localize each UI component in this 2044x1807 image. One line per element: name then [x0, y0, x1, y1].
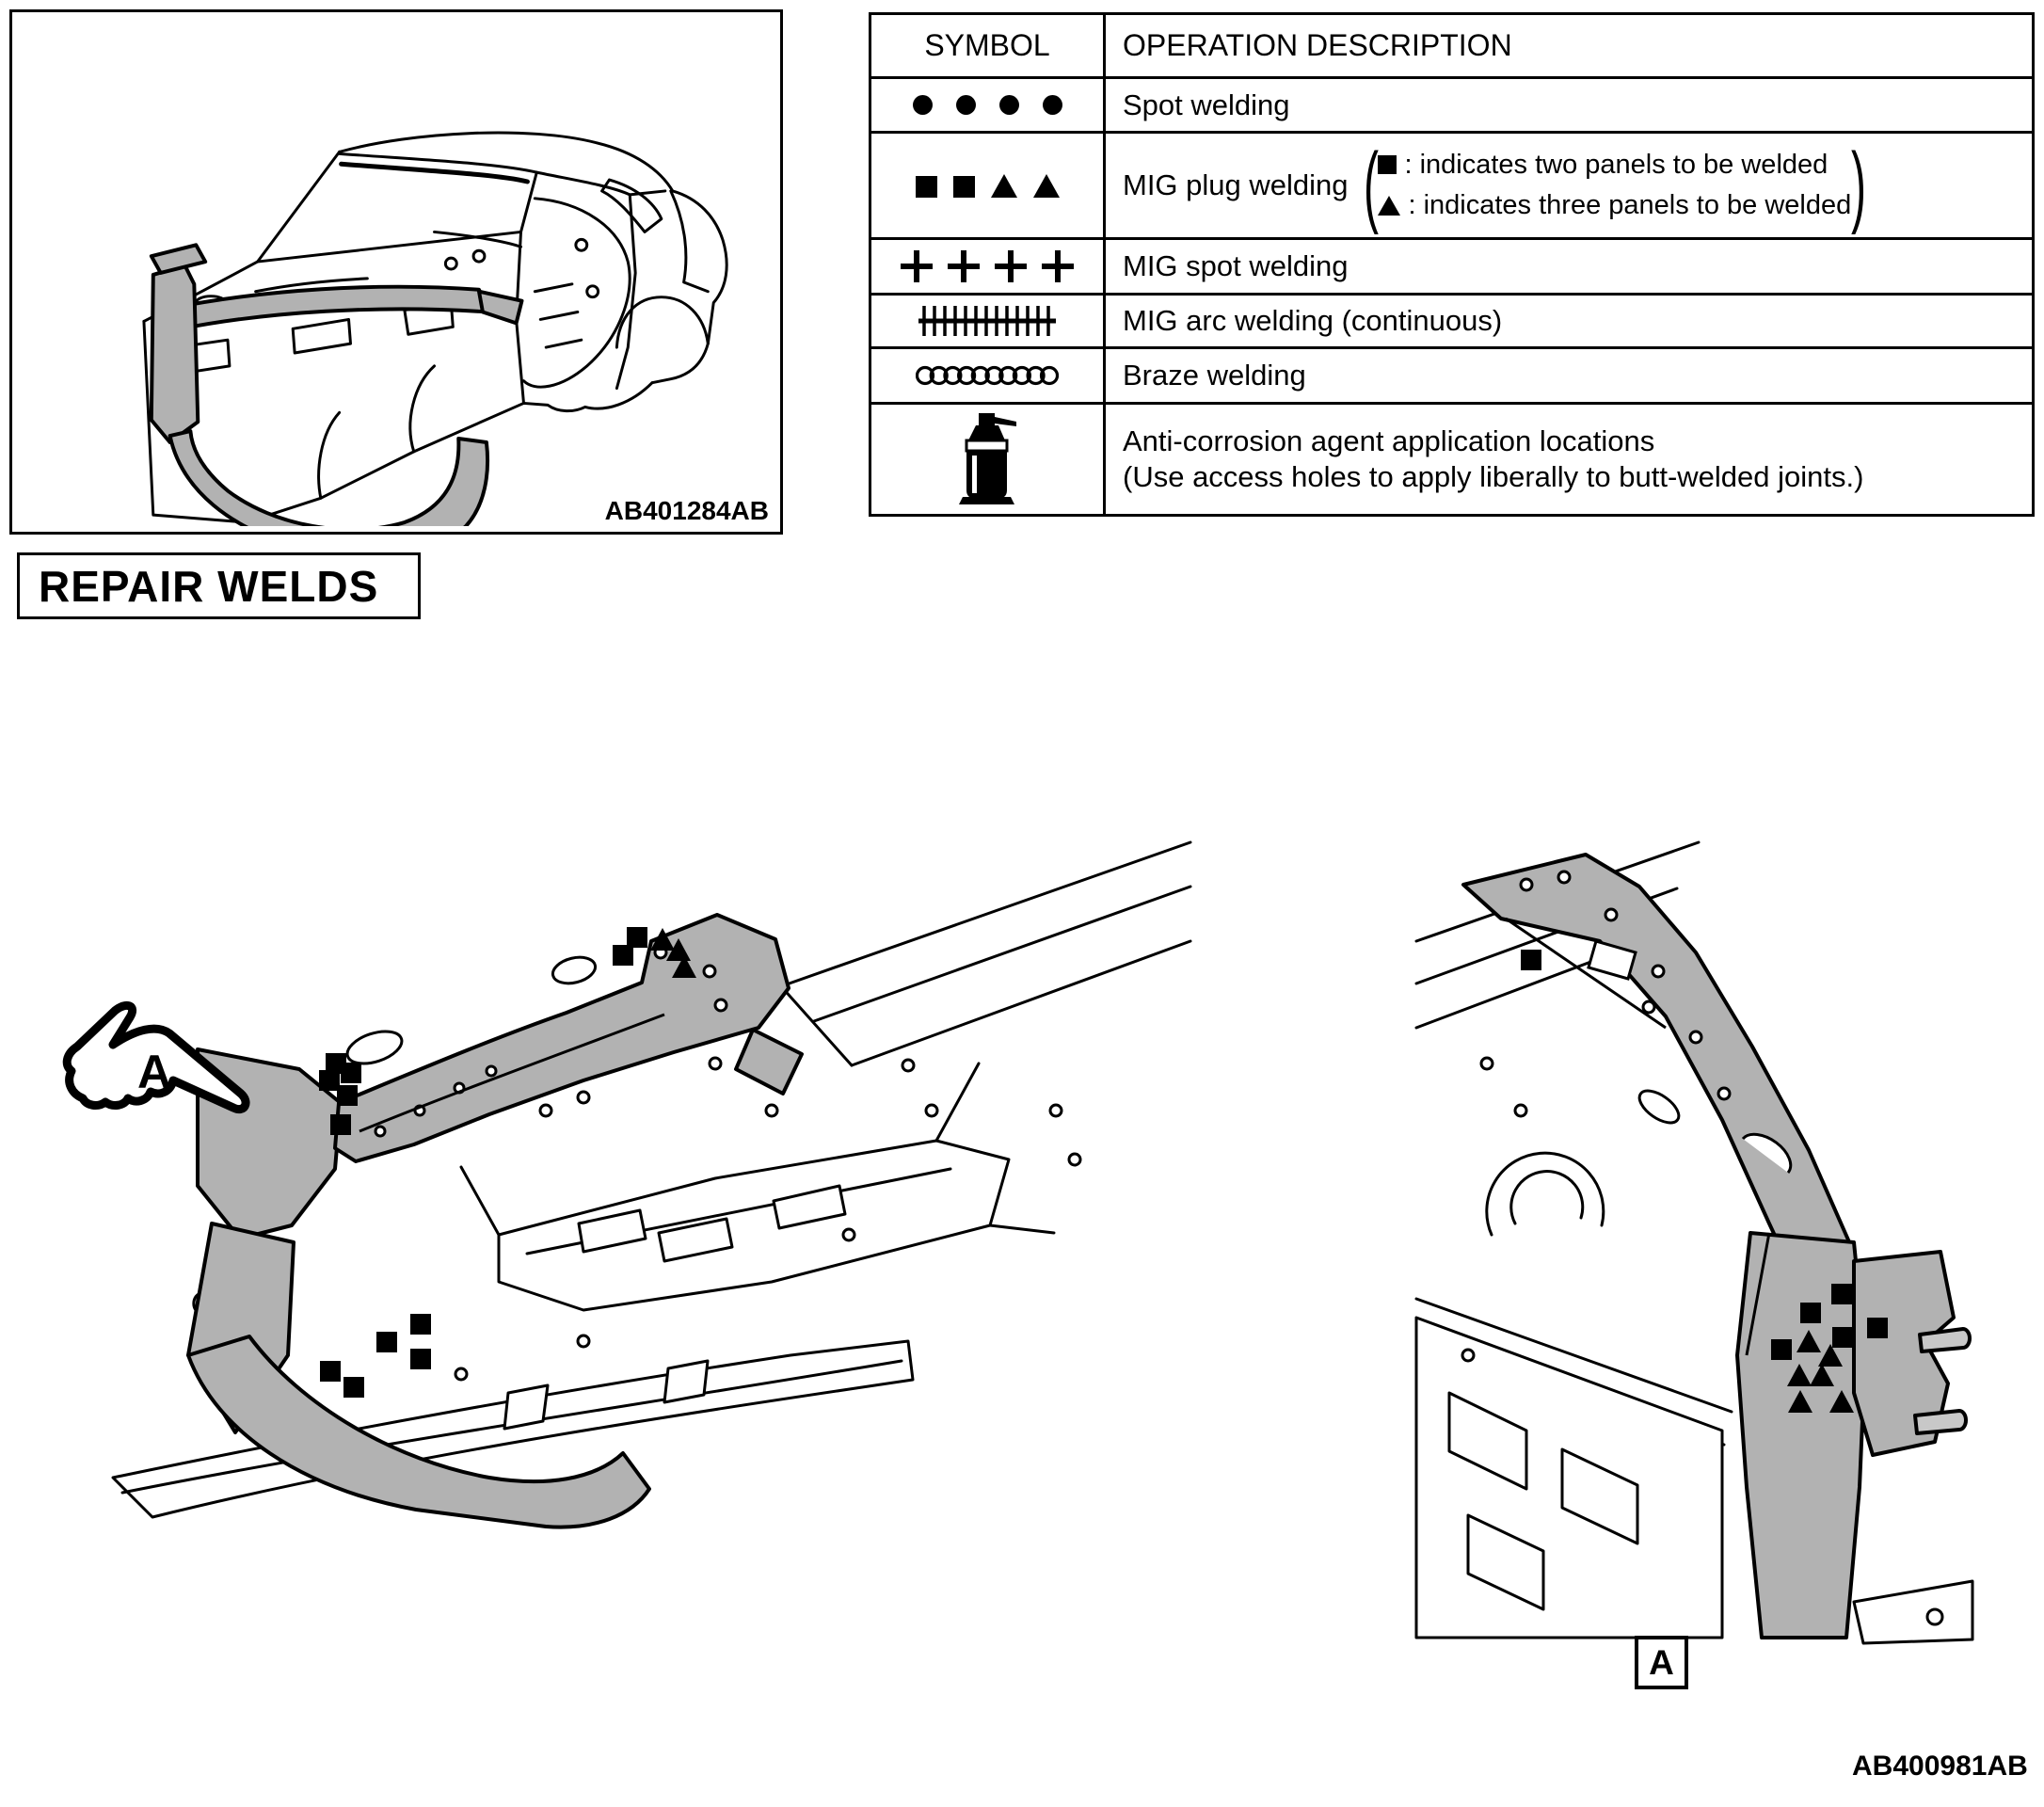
note-three-panels: : indicates three panels to be welded [1408, 190, 1852, 220]
note-two-panels: : indicates two panels to be welded [1404, 149, 1828, 180]
square-glyph-icon [1378, 155, 1397, 174]
braze-chain-icon [871, 349, 1106, 402]
svg-text:A: A [137, 1046, 172, 1098]
figure-code-car: AB401284AB [604, 496, 769, 525]
legend-header-symbol: SYMBOL [871, 15, 1106, 76]
figure-code-main: AB400981AB [1852, 1751, 2028, 1782]
legend-row-mig-plug-welding [871, 131, 2032, 237]
anti-corrosion-line2: (Use access holes to apply liberally to butt-welded joints.) [1123, 460, 1864, 493]
front-end-illustration-left [56, 828, 1195, 1562]
mig-plug-marks-icon [871, 134, 1106, 237]
mig-spot-crosses-icon [871, 240, 1106, 293]
legend-row-spot-welding [871, 76, 2032, 131]
legend-row-braze-welding [871, 346, 2032, 402]
anti-corrosion-bottle-icon [871, 405, 1106, 514]
open-paren: ( [1363, 134, 1379, 235]
detail-view-label-box [1635, 1636, 1688, 1689]
car-body-figure [9, 9, 783, 535]
anti-corrosion-line1: Anti-corrosion agent application locations [1123, 424, 1655, 458]
legend-desc: Spot welding [1123, 88, 1290, 121]
close-paren: ) [1851, 134, 1867, 235]
repair-welds-heading [17, 552, 421, 619]
triangle-glyph-icon [1378, 196, 1400, 216]
legend-desc: MIG arc welding (continuous) [1123, 304, 1503, 338]
car-body-drawing [12, 12, 774, 526]
mig-arc-hatch-icon [871, 296, 1106, 346]
legend-header-description: OPERATION DESCRIPTION [1123, 27, 1512, 62]
legend-row-mig-arc-welding [871, 293, 2032, 346]
legend-desc: Braze welding [1123, 359, 1306, 392]
weld-symbol-legend [869, 12, 2035, 517]
legend-row-anti-corrosion [871, 402, 2032, 514]
spot-weld-dots-icon [871, 79, 1106, 131]
detail-view-label: A [1649, 1642, 1674, 1682]
repair-welds-label: REPAIR WELDS [39, 561, 379, 611]
front-end-illustration-right [1412, 828, 1976, 1647]
legend-desc: MIG spot welding [1123, 249, 1349, 283]
legend-row-mig-spot-welding [871, 237, 2032, 293]
legend-header-row [871, 15, 2032, 76]
legend-desc: MIG plug welding [1123, 168, 1349, 202]
